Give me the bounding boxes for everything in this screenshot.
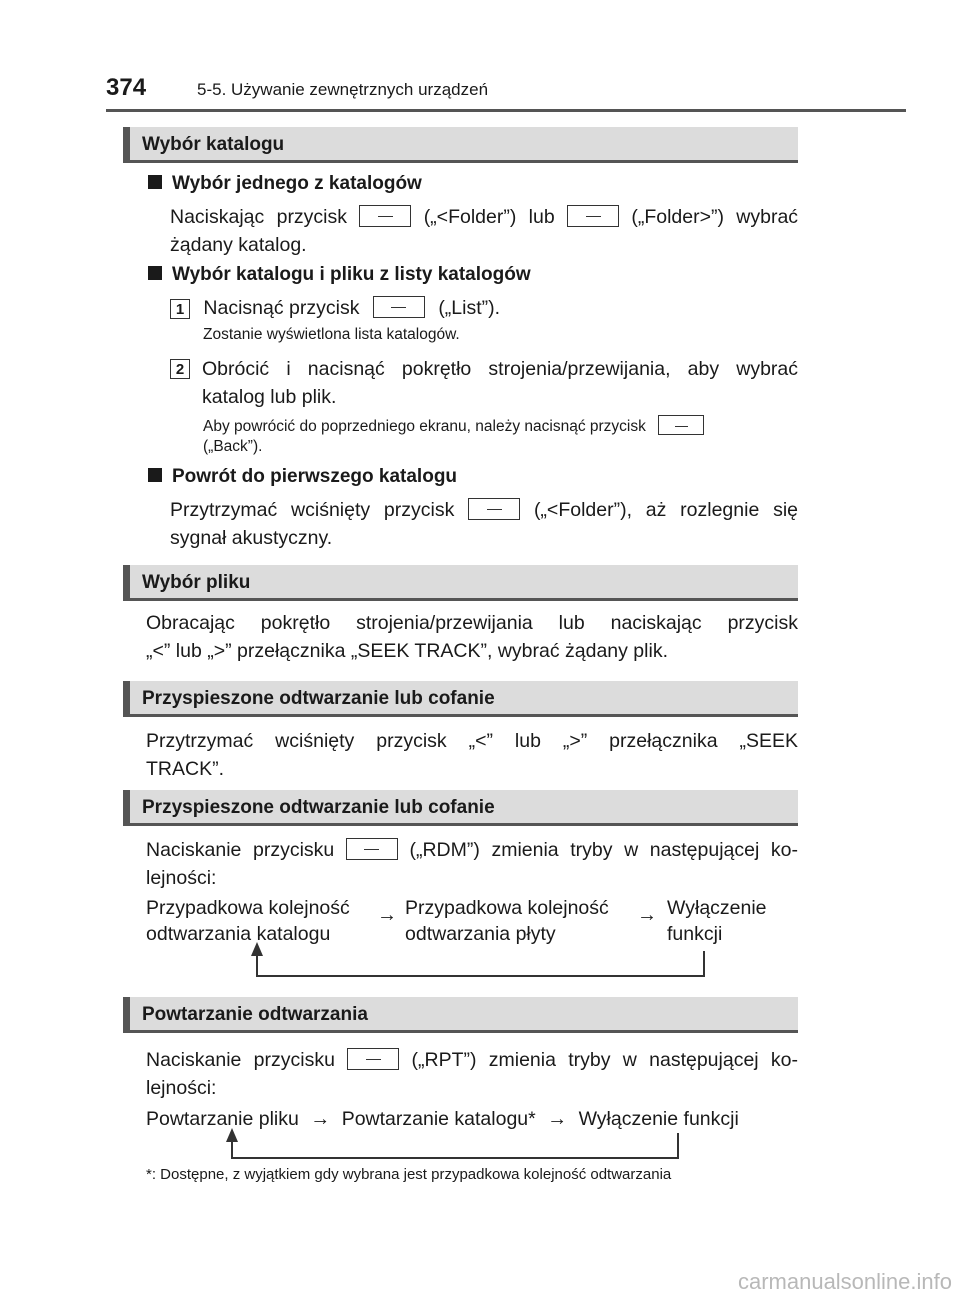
cycle-line	[256, 975, 705, 977]
button-icon	[468, 498, 520, 520]
button-icon	[658, 415, 704, 435]
mode-repeat-folder: Powtarzanie katalogu*	[341, 1108, 536, 1130]
button-icon	[373, 296, 425, 318]
paragraph: Naciskanie przycisku („RPT”) zmienia tryby w następującej ko-	[146, 1049, 798, 1071]
section-header-file-select	[123, 565, 798, 601]
mode-off: Wyłączenie funkcji	[667, 897, 767, 945]
section-title: Wybór katalogu	[142, 134, 285, 155]
subsection-title: Wybór katalogu i pliku z listy katalogów	[148, 264, 531, 286]
subsection-title: Wybór jednego z katalogów	[148, 173, 422, 195]
section-title: Wybór pliku	[142, 572, 251, 593]
section-title: Przyspieszone odtwarzanie lub cofanie	[142, 688, 495, 709]
square-bullet-icon	[148, 266, 162, 280]
arrow-up-icon	[226, 1128, 238, 1142]
section-title: Powtarzanie odtwarzania	[142, 1004, 368, 1025]
arrow-right-icon: →	[637, 904, 657, 926]
paragraph: Naciskanie przycisku („RDM”) zmienia tryby w następującej ko-	[146, 839, 798, 861]
section-header-random	[123, 790, 798, 826]
cycle-line	[677, 1133, 679, 1159]
section-header-repeat	[123, 997, 798, 1033]
header-rule	[106, 109, 906, 112]
mode-random-disc: Przypadkowa kolejność odtwarzania płyty	[405, 897, 609, 945]
step-2: 2 Obrócić i nacisnąć pokrętło strojenia/przewijania, aby wybrać katalog lub plik.	[170, 355, 798, 411]
mode-random-folder: Przypadkowa kolejność odtwarzania katalogu	[146, 897, 350, 945]
mode-repeat-file: Powtarzanie pliku	[146, 1108, 299, 1130]
button-icon	[359, 205, 411, 227]
paragraph: „<” lub „>” przełącznika „SEEK TRACK”, wybrać żądany plik.	[146, 640, 668, 662]
section-header-folder-select	[123, 127, 798, 163]
button-icon	[347, 1048, 399, 1070]
step-1: 1 Nacisnąć przycisk („List”).	[170, 294, 500, 322]
subsection-title: Powrót do pierwszego katalogu	[148, 466, 457, 488]
button-icon	[346, 838, 398, 860]
cycle-line	[231, 1157, 679, 1159]
footnote: *: Dostępne, z wyjątkiem gdy wybrana jest przypadkowa kolejność odtwarzania	[146, 1166, 672, 1183]
step-number: 2	[170, 359, 190, 379]
arrow-right-icon: →	[377, 904, 397, 926]
note: („Back”).	[203, 438, 263, 455]
mode-off: Wyłączenie funkcji	[578, 1108, 739, 1130]
step-number: 1	[170, 299, 190, 319]
page-number: 374	[106, 74, 147, 101]
arrow-up-icon	[251, 942, 263, 956]
paragraph: lejności:	[146, 867, 217, 889]
section-header-fast-forward	[123, 681, 798, 717]
button-icon	[567, 205, 619, 227]
arrow-right-icon: →	[310, 1108, 331, 1130]
note: Aby powrócić do poprzedniego ekranu, należy nacisnąć przycisk	[203, 415, 704, 436]
square-bullet-icon	[148, 175, 162, 189]
chapter-title: 5-5. Używanie zewnętrznych urządzeń	[197, 80, 489, 99]
paragraph: żądany katalog.	[170, 234, 307, 256]
square-bullet-icon	[148, 468, 162, 482]
note: Zostanie wyświetlona lista katalogów.	[203, 326, 460, 343]
paragraph: Przytrzymać wciśnięty przycisk („<Folder”), aż rozlegnie się	[170, 499, 798, 521]
paragraph: Naciskając przycisk („<Folder”) lub („Folder>”) wybrać	[170, 206, 799, 228]
paragraph: Przytrzymać wciśnięty przycisk „<” lub „>” przełącznika „SEEK	[146, 730, 798, 752]
paragraph: sygnał akustyczny.	[170, 527, 333, 549]
cycle-line	[703, 951, 705, 977]
arrow-right-icon: →	[547, 1108, 568, 1130]
watermark: carmanualsonline.info	[737, 1269, 952, 1294]
paragraph: TRACK”.	[146, 758, 224, 780]
paragraph: Obracając pokrętło strojenia/przewijania lub naciskając przycisk	[146, 612, 798, 634]
cycle-line	[256, 955, 258, 977]
section-title: Przyspieszone odtwarzanie lub cofanie	[142, 797, 495, 818]
paragraph: lejności:	[146, 1077, 217, 1099]
